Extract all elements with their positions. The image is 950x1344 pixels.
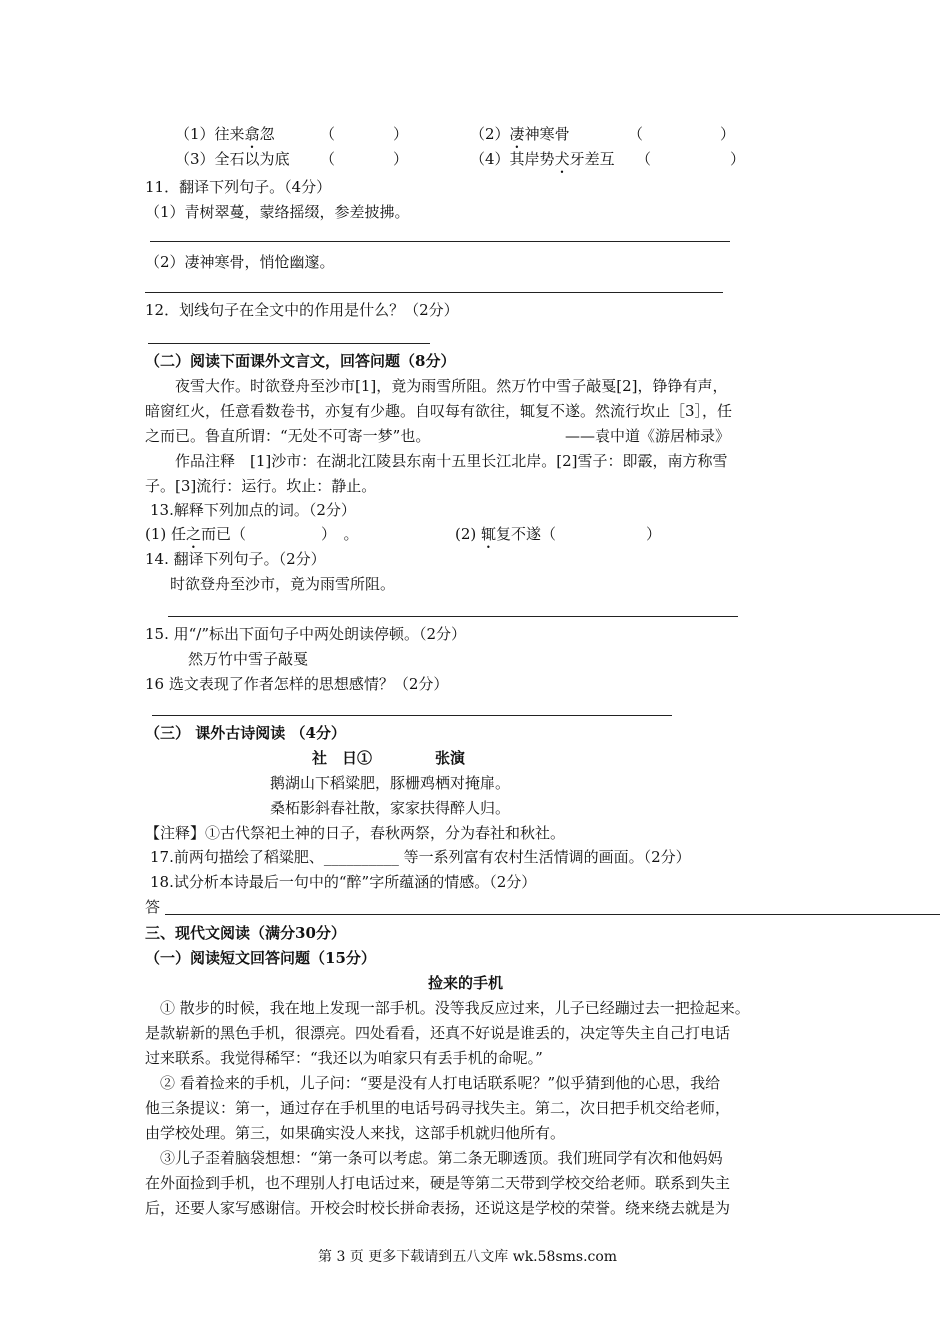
vocab-num: （1） [175, 125, 215, 143]
question-13-item-1: (1) 任之而已（ ） 。 [145, 525, 359, 543]
vocab-item-4 [470, 149, 615, 177]
part-heading-modern: 三、现代文阅读（满分30分） [145, 924, 346, 942]
dotted-char: 辄 [481, 525, 497, 543]
article-line: ② 看着捡来的手机，儿子问：“要是没有人打电话联系呢？”似乎猜到他的心思，我给 [160, 1074, 721, 1092]
article-line: ③儿子歪着脑袋想想：“第一条可以考虑。第二条无聊透顶。我们班同学有次和他妈妈 [160, 1149, 723, 1167]
vocab-text: 往来 [214, 125, 245, 143]
dotted-char: 之 [186, 525, 202, 543]
article-line: 在外面捡到手机，也不理别人打电话过来，硬是等第二天带到学校交给老师。联系到失主 [145, 1174, 731, 1192]
vocab-text: 全石以为 [214, 150, 275, 168]
answer-paren-4[interactable]: （ [636, 150, 652, 168]
page-footer: 第 3 页 更多下载请到五八文库 wk.58sms.com [318, 1249, 618, 1265]
poem-line: 桑柘影斜春社散，家家扶得醉人归。 [270, 799, 511, 817]
article-line: ① 散步的时候，我在地上发现一部手机。没等我反应过来，儿子已经蹦过去一把捡起来。 [160, 999, 750, 1017]
passage-line: 夜雪大作。时欲登舟至沙市[1]，竟为雨雪所阻。然万竹中雪子敲戛[2]，铮铮有声， [175, 377, 728, 395]
answer-paren-1[interactable]: （ [320, 125, 336, 143]
vocab-text: 其岸势 [509, 150, 555, 168]
question-11-sentence-1: （1）青树翠蔓，蒙络摇缀，参差披拂。 [145, 203, 410, 221]
vocab-text: 忽 [259, 125, 275, 143]
vocab-text: 牙差互 [569, 150, 615, 168]
vocab-num: （2） [470, 125, 510, 143]
poem-author: 张演 [435, 749, 466, 767]
question-16: 16 选文表现了作者怎样的思想感情？（2分） [145, 675, 449, 693]
answer-line[interactable] [168, 616, 738, 617]
vocab-text: 神寒骨 [524, 125, 570, 143]
passage-note: 子。[3]流行：运行。坎止：静止。 [145, 477, 377, 495]
question-15: 15. 用“/”标出下面句子中两处朗读停顿。（2分） [145, 625, 467, 643]
dotted-char: 翕 [244, 125, 260, 143]
article-line: 他三条提议：第一，通过存在手机里的电话号码寻找失主。第二，次日把手机交给老师， [145, 1099, 731, 1117]
question-12: 12．划线句子在全文中的作用是什么？（2分） [145, 301, 459, 319]
question-11-sentence-2: （2）凄神寒骨，悄怆幽邃。 [145, 253, 335, 271]
passage-line: 之而已。鲁直所谓：“无处不可寄一梦”也。 [145, 427, 431, 445]
vocab-item-3 [175, 149, 290, 169]
poem-line: 鹅湖山下稻粱肥，豚栅鸡栖对掩扉。 [270, 774, 511, 792]
answer-paren-2-close: ） [720, 125, 736, 143]
answer-paren-2[interactable]: （ [628, 125, 644, 143]
article-line: 是款崭新的黑色手机，很漂亮。四处看看，还真不好说是谁丢的，决定等失主自己打电话 [145, 1024, 731, 1042]
question-13-item-2: (2) 辄复不遂（ ） [455, 525, 662, 543]
vocab-num: （3） [175, 150, 215, 168]
poem-title: 社 日① [312, 749, 373, 767]
passage-line: 暗窗红火，任意看数卷书，亦复有少趣。自叹每有欲往，辄复不遂。然流行坎止［3］，任 [145, 402, 733, 420]
question-15-sentence: 然万竹中雪子敲戛 [188, 650, 309, 668]
question-18: 18.试分析本诗最后一句中的“醉”字所蕴涵的情感。（2分） [150, 873, 537, 891]
question-14: 14. 翻译下列句子。（2分） [145, 550, 326, 568]
answer-label: 答 [145, 898, 161, 916]
article-line: 由学校处理。第三，如果确实没人来找，这部手机就归他所有。 [145, 1124, 566, 1142]
answer-line[interactable] [145, 292, 723, 293]
subsection-heading: （一）阅读短文回答问题（15分） [145, 949, 376, 967]
article-line: 过来联系。我觉得稀罕：“我还以为咱家只有丢手机的命呢。” [145, 1049, 543, 1067]
answer-line[interactable] [150, 241, 730, 242]
answer-paren-3[interactable]: （ [320, 150, 336, 168]
dotted-char: 凄 [509, 125, 525, 143]
poem-note: 【注释】①古代祭祀土神的日子，春秋两祭，分为春社和秋社。 [145, 824, 566, 842]
article-line: 后，还要人家写感谢信。开校会时校长拼命表扬，还说这是学校的荣誉。绕来绕去就是为 [145, 1199, 731, 1217]
question-11: 11．翻译下列句子。（4分） [145, 178, 332, 196]
question-17: 17.前两句描绘了稻粱肥、__________ 等一系列富有农村生活情调的画面。（2分） [150, 848, 691, 866]
vocab-item-2 [470, 124, 570, 152]
passage-source: ——袁中道《游居柿录》 [565, 427, 731, 445]
vocab-text: 底 [274, 150, 290, 168]
vocab-num: （4） [470, 150, 510, 168]
question-13: 13.解释下列加点的词。（2分） [150, 501, 356, 519]
answer-line[interactable] [152, 715, 672, 716]
vocab-item-1 [175, 124, 275, 152]
answer-line[interactable] [148, 343, 430, 344]
answer-paren-4-close: ） [730, 150, 746, 168]
answer-line[interactable] [165, 914, 940, 915]
answer-paren-3-close: ） [393, 150, 409, 168]
answer-paren-1-close: ） [393, 125, 409, 143]
section-heading-classical: （二）阅读下面课外文言文，回答问题（8分） [145, 352, 456, 370]
question-14-sentence: 时欲登舟至沙市，竟为雨雪所阻。 [170, 575, 396, 593]
passage-note: 作品注释 [1]沙市：在湖北江陵县东南十五里长江北岸。[2]雪子：即霰，南方称雪 [175, 452, 728, 470]
article-title: 捡来的手机 [428, 974, 504, 992]
dotted-char: 犬 [554, 150, 570, 168]
section-heading-poem: （三） 课外古诗阅读 （4分） [145, 724, 346, 742]
